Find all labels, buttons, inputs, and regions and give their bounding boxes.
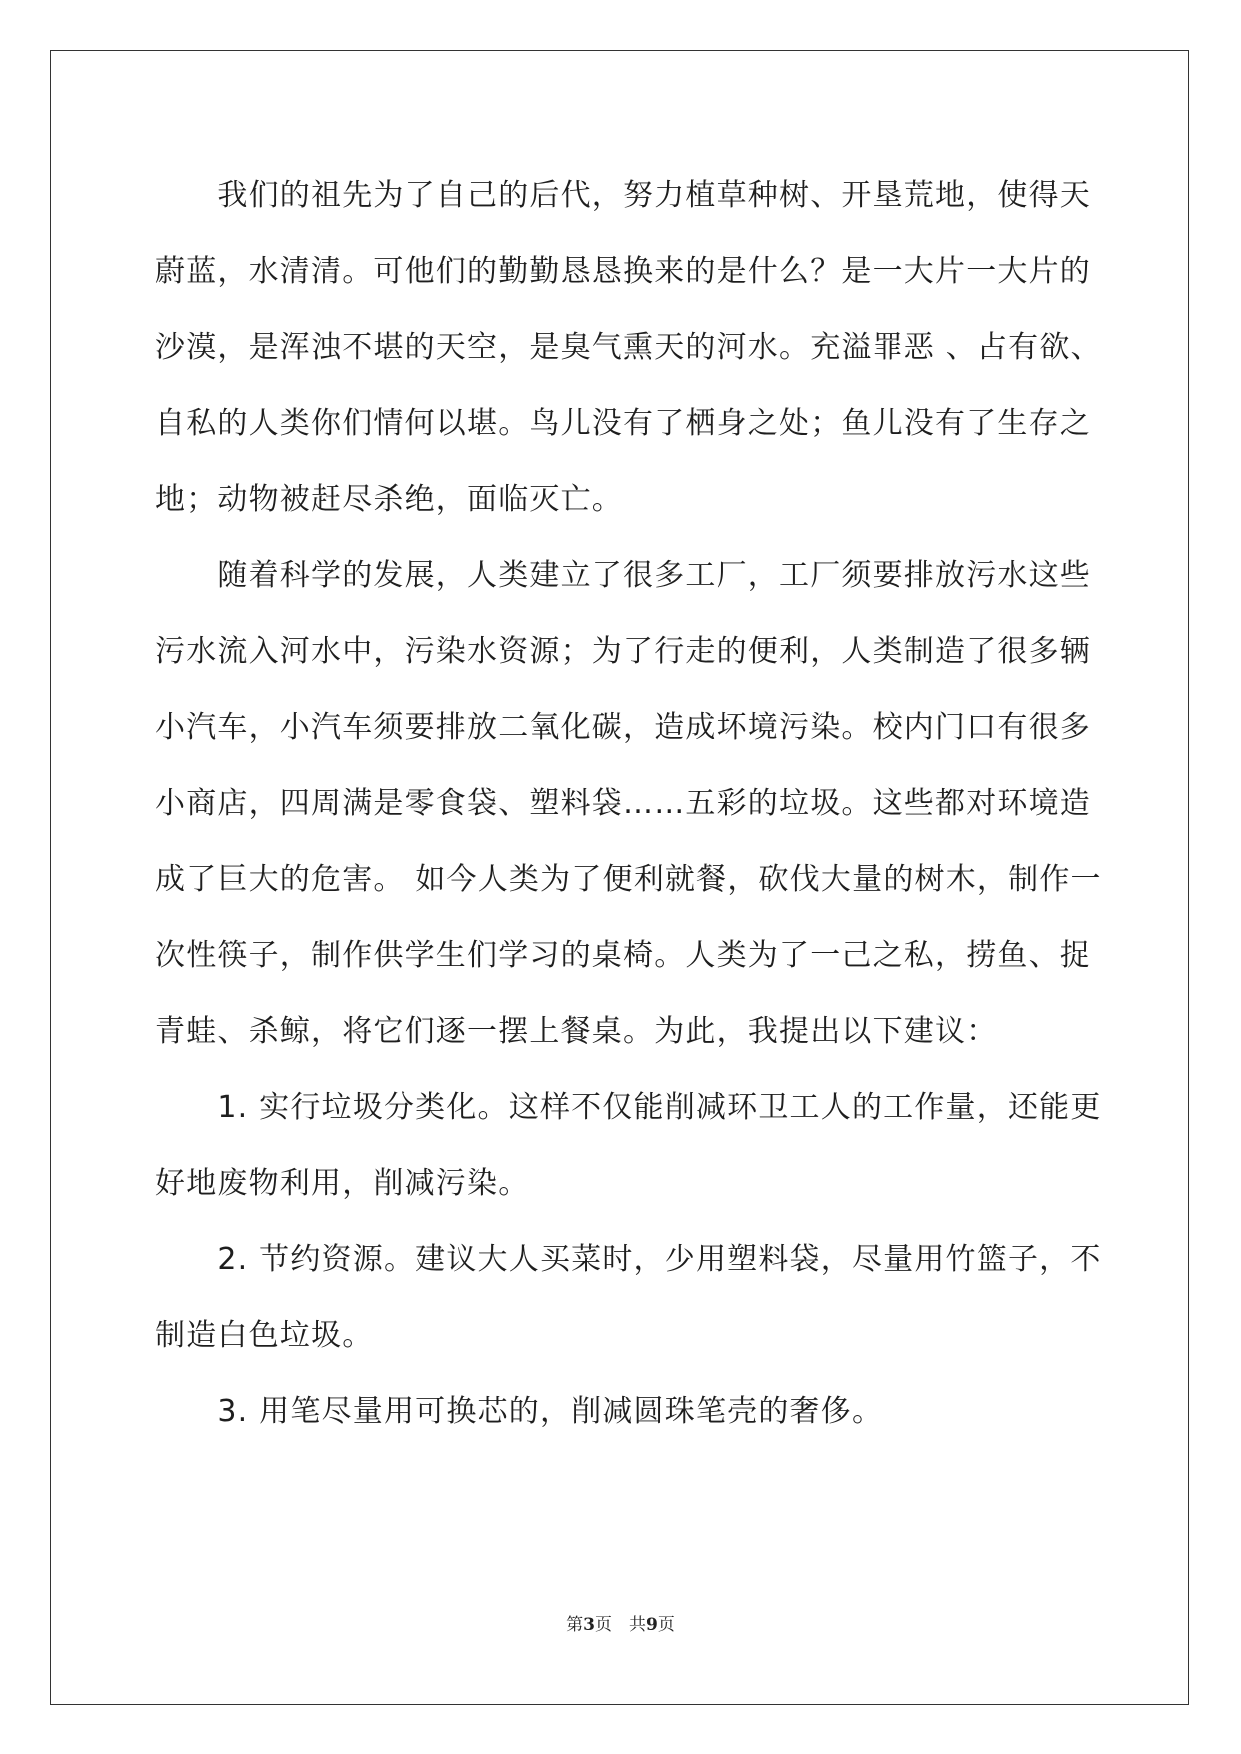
text-line: 小商店，四周满是零食袋、塑料袋……五彩的垃圾。这些都对环境造	[155, 786, 1091, 821]
text-line: 自私的人类你们情何以堪。鸟儿没有了栖身之处；鱼儿没有了生存之	[155, 406, 1091, 441]
text-line: 好地废物利用，削减污染。	[155, 1166, 530, 1201]
text-line: 污水流入河水中，污染水资源；为了行走的便利，人类制造了很多辆	[155, 634, 1091, 669]
text-line: 2. 节约资源。建议大人买菜时，少用塑料袋，尽量用竹篮子，不	[155, 1242, 1102, 1277]
text-line: 我们的祖先为了自己的后代，努力植草种树、开垦荒地，使得天	[155, 178, 1091, 213]
text-line: 青蛙、杀鲸，将它们逐一摆上餐桌。为此，我提出以下建议：	[155, 1014, 998, 1049]
text-line: 制造白色垃圾。	[155, 1318, 374, 1353]
footer-prefix: 第	[566, 1615, 584, 1635]
footer-total-pages: 9	[646, 1615, 658, 1635]
footer-suffix: 页	[657, 1615, 675, 1635]
text-line: 随着科学的发展，人类建立了很多工厂，工厂须要排放污水这些	[155, 558, 1091, 593]
footer-middle: 页 共	[595, 1615, 646, 1635]
footer-page-number: 3	[583, 1615, 595, 1635]
text-line: 3. 用笔尽量用可换芯的，削减圆珠笔壳的奢侈。	[155, 1394, 884, 1429]
text-line: 沙漠，是浑浊不堪的天空，是臭气熏天的河水。充溢罪恶 、占有欲、	[155, 330, 1102, 365]
text-line: 蔚蓝，水清清。可他们的勤勤恳恳换来的是什么？是一大片一大片的	[155, 254, 1091, 289]
text-line: 地；动物被赶尽杀绝，面临灭亡。	[155, 482, 623, 517]
document-body	[155, 158, 1102, 1450]
text-line: 1. 实行垃圾分类化。这样不仅能削减环卫工人的工作量，还能更	[155, 1090, 1102, 1125]
page-footer	[0, 1610, 1241, 1635]
text-line: 次性筷子，制作供学生们学习的桌椅。人类为了一己之私，捞鱼、捉	[155, 938, 1091, 973]
text-line: 小汽车，小汽车须要排放二氧化碳，造成坏境污染。校内门口有很多	[155, 710, 1091, 745]
text-line: 成了巨大的危害。 如今人类为了便利就餐，砍伐大量的树木，制作一	[155, 862, 1102, 897]
